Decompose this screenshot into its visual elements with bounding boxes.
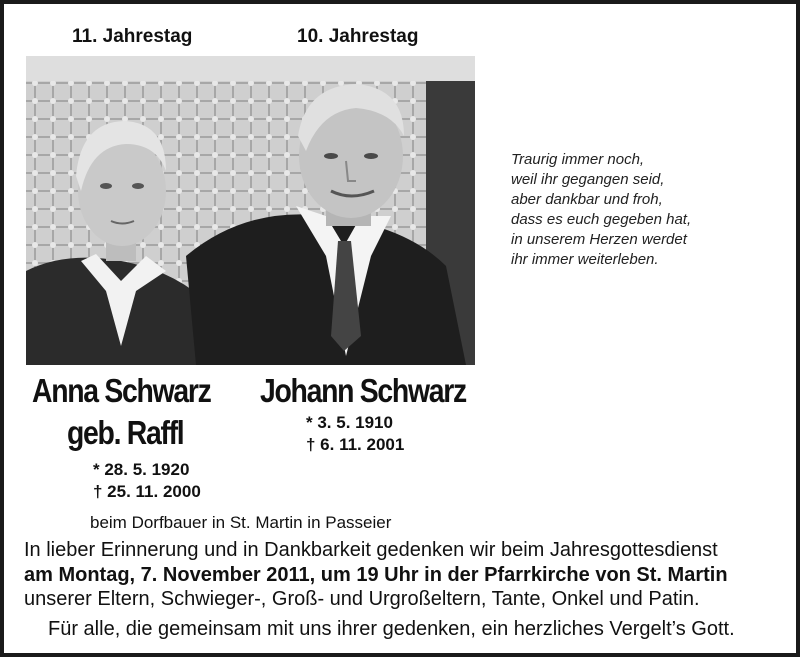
memorial-text-line1: In lieber Erinnerung und in Dankbarkeit gedenken wir beim Jahresgottesdienst xyxy=(24,539,718,561)
poem-line: Traurig immer noch, xyxy=(511,151,645,168)
poem-line: dass es euch gegeben hat, xyxy=(511,211,692,228)
johann-died: † 6. 11. 2001 xyxy=(306,435,405,454)
poem-line: aber dankbar und froh, xyxy=(511,191,663,208)
anna-dates xyxy=(93,459,201,503)
memorial-poem xyxy=(511,150,691,270)
johann-dates xyxy=(306,412,404,456)
johann-born: * 3. 5. 1910 xyxy=(306,413,393,432)
anna-born: * 28. 5. 1920 xyxy=(93,460,190,479)
poem-line: in unserem Herzen werdet xyxy=(511,231,687,248)
anniversary-right: 10. Jahrestag xyxy=(297,26,419,47)
anna-name: Anna Schwarz xyxy=(32,372,211,409)
anniversary-left: 11. Jahrestag xyxy=(72,26,193,47)
memorial-text-line4: Für alle, die gemeinsam mit uns ihrer gedenken, ein herzliches Vergelt’s Gott. xyxy=(48,618,735,640)
memorial-text-line3: unserer Eltern, Schwieger-, Groß- und Urgroßeltern, Tante, Onkel und Patin. xyxy=(24,588,700,610)
memorial-text-line2: am Montag, 7. November 2011, um 19 Uhr in der Pfarrkirche von St. Martin xyxy=(24,564,728,586)
anna-died: † 25. 11. 2000 xyxy=(93,482,201,501)
poem-line: ihr immer weiterleben. xyxy=(511,251,659,268)
poem-line: weil ihr gegangen seid, xyxy=(511,171,665,188)
couple-portrait-photo xyxy=(26,56,475,365)
johann-name: Johann Schwarz xyxy=(260,372,466,409)
anna-maiden-name: geb. Raffl xyxy=(67,414,184,451)
residence: beim Dorfbauer in St. Martin in Passeier xyxy=(90,513,392,532)
couple-portrait-icon xyxy=(26,56,475,365)
